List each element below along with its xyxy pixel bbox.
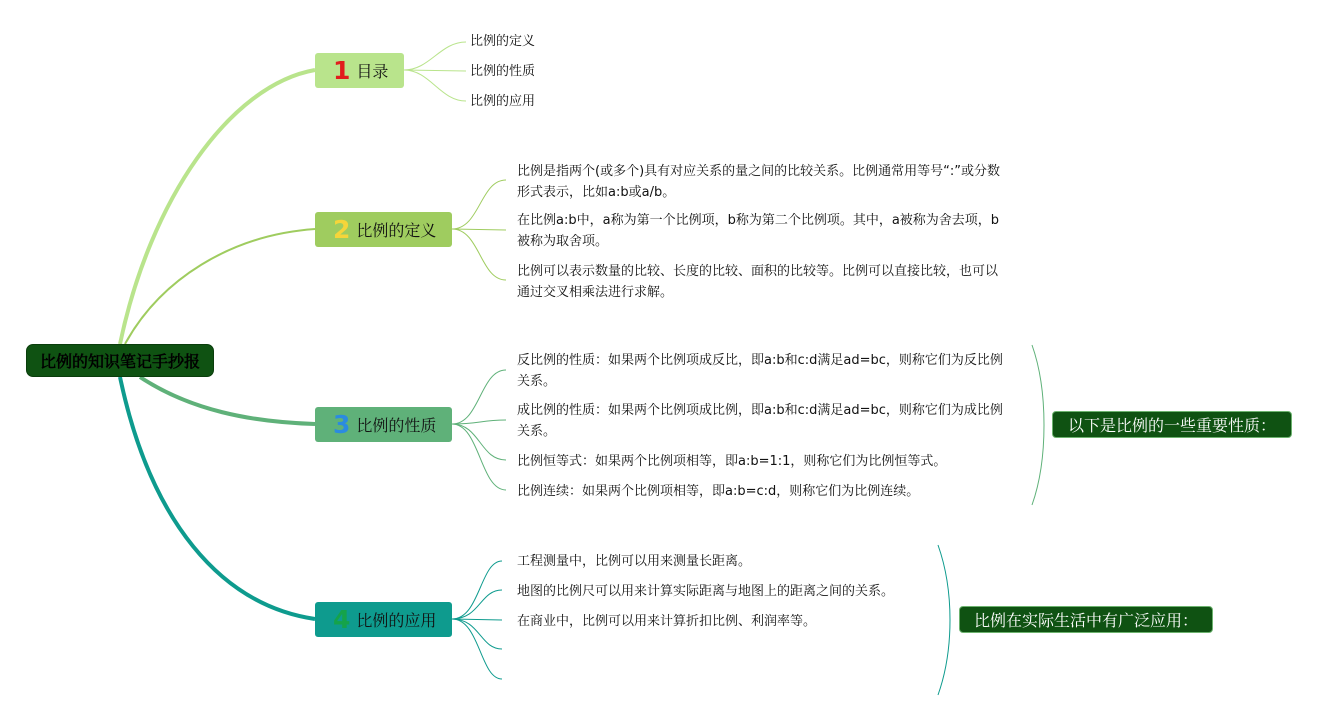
definition-item[interactable]: 在比例a:b中，a称为第一个比例项，b称为第二个比例项。其中，a被称为舍去项，b被称为取舍项。 (517, 213, 1000, 249)
property-item[interactable]: 反比例的性质：如果两个比例项成反比，即a:b和c:d满足ad=bc，则称它们为反比例关系。 (517, 353, 1003, 389)
root-topic-label: 比例的知识笔记手抄报 (39, 352, 200, 371)
application-item[interactable]: 工程测量中，比例可以用来测量长距离。 (517, 554, 752, 569)
application-item[interactable]: 地图的比例尺可以用来计算实际距离与地图上的距离之间的关系。 (517, 584, 895, 599)
definition-item[interactable]: 比例可以表示数量的比较、长度的比较、面积的比较等。比例可以直接比较，也可以通过交叉相乘法进行求解。 (517, 264, 999, 300)
summary-label: 比例在实际生活中有广泛应用： (973, 611, 1198, 630)
branch-applications[interactable] (315, 602, 452, 637)
summary-label: 以下是比例的一些重要性质： (1067, 416, 1276, 435)
branch-number: 1 (333, 56, 351, 85)
connector-branch-1-leaves (404, 42, 466, 101)
branch-label: 目录 (356, 62, 389, 81)
contents-item[interactable]: 比例的定义 (470, 34, 536, 49)
branch-label: 比例的定义 (356, 221, 437, 240)
connector-root-branch-3 (140, 377, 315, 424)
branch-label: 比例的应用 (356, 611, 437, 630)
connector-branch-2-leaves (452, 180, 506, 280)
connector-branch-4-leaves (452, 561, 502, 679)
connector-root-branch-4 (120, 377, 315, 619)
contents-item[interactable]: 比例的应用 (470, 94, 536, 109)
branch-label: 比例的性质 (356, 416, 437, 435)
summary-brace-properties (1032, 345, 1044, 505)
property-item[interactable]: 比例连续：如果两个比例项相等，即a:b=c:d，则称它们为比例连续。 (517, 484, 920, 499)
connector-root-branch-1 (120, 70, 315, 344)
property-item[interactable]: 比例恒等式：如果两个比例项相等，即a:b=1:1，则称它们为比例恒等式。 (517, 454, 947, 469)
branch-number: 2 (333, 215, 351, 244)
connector-branch-3-leaves (452, 370, 506, 490)
applications-summary[interactable] (959, 606, 1213, 633)
branch-contents[interactable] (315, 53, 404, 88)
contents-item[interactable]: 比例的性质 (470, 64, 536, 79)
definition-item[interactable]: 比例是指两个(或多个)具有对应关系的量之间的比较关系。比例通常用等号“:”或分数形式表示，比如a:b或a/b。 (517, 164, 1000, 200)
summary-brace-applications (938, 545, 950, 695)
application-item[interactable]: 在商业中，比例可以用来计算折扣比例、利润率等。 (517, 614, 817, 629)
branch-number: 4 (333, 605, 351, 634)
branch-number: 3 (333, 410, 351, 439)
root-topic[interactable] (26, 344, 214, 377)
properties-summary[interactable] (1052, 411, 1292, 438)
branch-properties[interactable] (315, 407, 452, 442)
connector-root-branch-2 (125, 229, 315, 344)
property-item[interactable]: 成比例的性质：如果两个比例项成比例，即a:b和c:d满足ad=bc，则称它们为成比例关系。 (517, 403, 1003, 439)
branch-definition[interactable] (315, 212, 452, 247)
